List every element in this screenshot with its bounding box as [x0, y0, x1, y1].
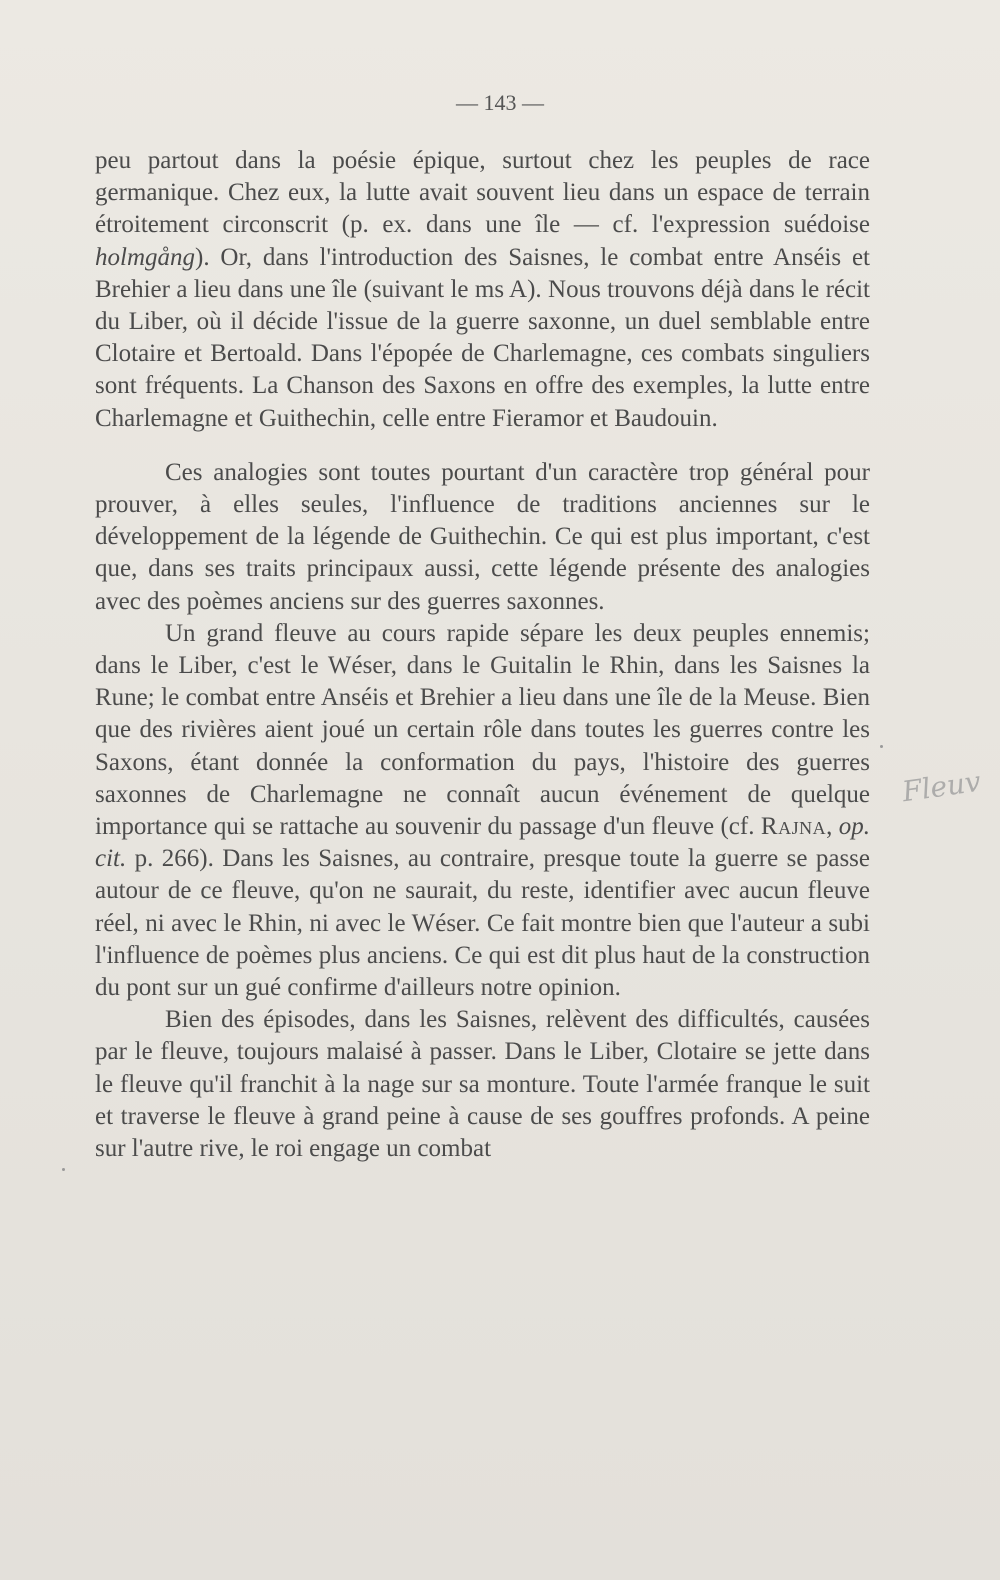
text-run: Un grand fleuve au cours rapide sépare les deux peuples ennemis; dans le Liber, c'est le Wéser, dans le Guitalin le Rhin, dans les Saisnes la Rune; le combat entre Anséis et Brehier a lieu dans une île de la Meuse. Bien que des rivières aient joué un certain rôle dans toutes les guerres contre les Saxons, étant donnée la conformation du pays, l'histoire des guerres saxonnes de Charlemagne ne connaît aucun événement de quelque importance qui se rattache au souvenir du passage d'un fleuve (cf. [95, 619, 870, 841]
pencil-mark [62, 1168, 65, 1171]
page-number: — 143 — [456, 90, 544, 115]
text-run: p. 266). Dans les Saisnes, au contraire, presque toute la guerre se passe autour de ce fleuve, qu'on ne saurait, du reste, identifier avec aucun fleuve réel, ni avec le Rhin, ni avec le Wéser. Ce fait montre bien que l'auteur a subi l'influence de poèmes plus anciens. Ce qui est dit plus haut de la construction du pont sur un gué confirme d'ailleurs notre opinion. [95, 845, 870, 1002]
body-text [95, 145, 870, 1165]
text-run: Bien des épisodes, dans les Saisnes, relèvent des difficultés, causées par le fleuve, toujours malaisé à passer. Dans le Liber, Clotaire se jette dans le fleuve qu'il franchit à la nage sur sa monture. Toute l'armée franque le suit et traverse le fleuve à grand peine à cause de ses gouffres profonds. A peine sur l'autre rive, le roi engage un combat [95, 1006, 870, 1163]
pencil-mark [880, 745, 883, 748]
paragraph-3 [95, 618, 870, 1004]
italic-term: holmgång [95, 243, 195, 271]
text-run: ). Or, dans l'introduction des Saisnes, le combat entre Anséis et Brehier a lieu dans une île (suivant le ms A). Nous trouvons déjà dans le récit du Liber, où il décide l'issue de la guerre saxonne, un duel semblable entre Clotaire et Bertoald. Dans l'épopée de Charlemagne, ces combats singuliers sont fréquents. La Chanson des Saxons en offre des exemples, la lutte entre Charlemagne et Guithechin, celle entre Fieramor et Baudouin. [95, 243, 870, 432]
text-run: peu partout dans la poésie épique, surtout chez les peuples de race germanique. Chez eux, la lutte avait souvent lieu dans un espace de terrain étroitement circonscrit (p. ex. dans une île — cf. l'expression suédoise [95, 147, 870, 239]
author-citation: Rajna [760, 813, 827, 841]
text-run: Ces analogies sont toutes pourtant d'un caractère trop général pour prouver, à elles seules, l'influence de traditions anciennes sur le développement de la légende de Guithechin. Ce qui est plus important, c'est que, dans ses traits principaux aussi, cette légende présente des analogies avec des poèmes anciens sur des guerres saxonnes. [95, 458, 870, 615]
text-run: , [826, 813, 839, 841]
paragraph-4 [95, 1004, 870, 1165]
paragraph-1 [95, 145, 870, 435]
italic-citation: op. cit. [95, 813, 871, 873]
handwritten-margin-note: Fleuv [900, 764, 983, 809]
paragraph-2 [95, 457, 870, 618]
